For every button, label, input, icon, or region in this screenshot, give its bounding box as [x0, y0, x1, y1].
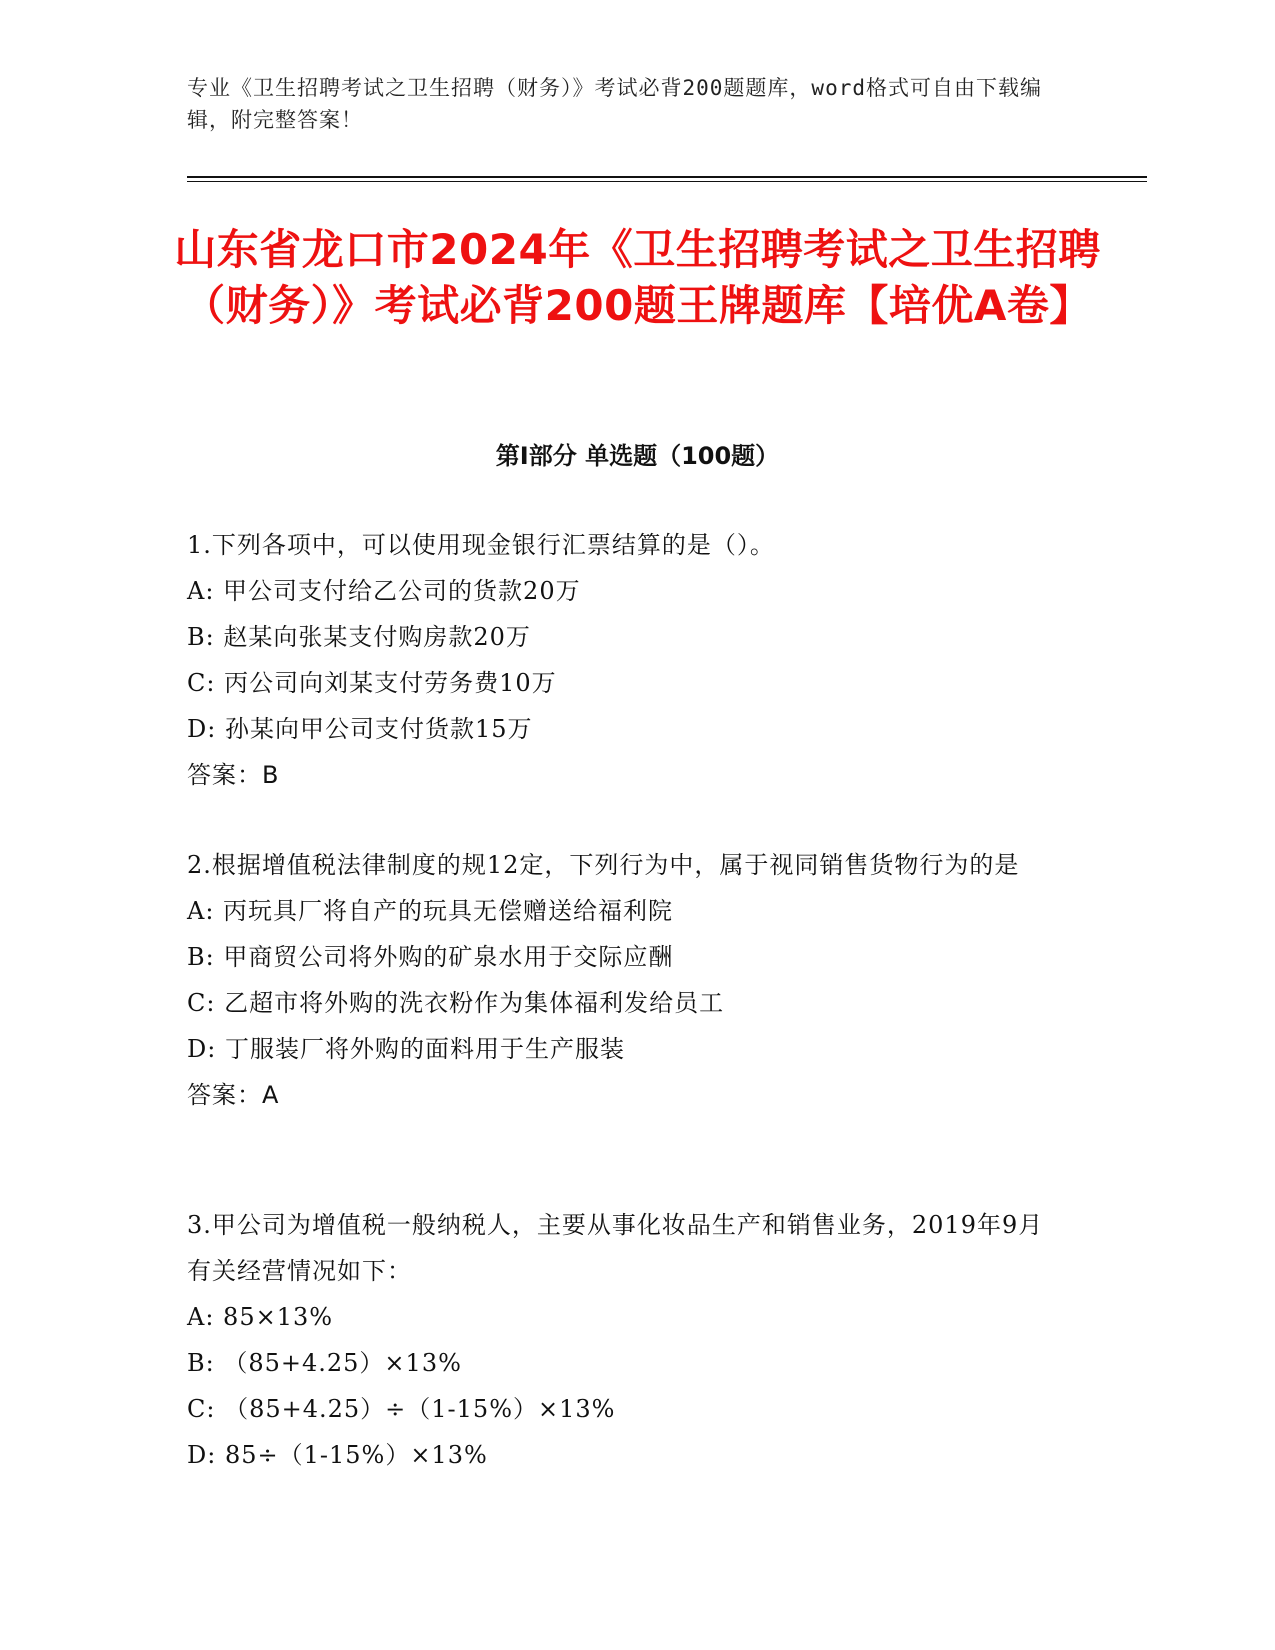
- option-c: C: 丙公司向刘某支付劳务费10万: [187, 669, 557, 697]
- option-d: D: 85÷（1-15%）×13%: [187, 1441, 488, 1469]
- question-block: [187, 522, 1067, 798]
- question-stem: 1.下列各项中，可以使用现金银行汇票结算的是（）。: [187, 531, 775, 559]
- option-c: C: 乙超市将外购的洗衣粉作为集体福利发给员工: [187, 989, 725, 1017]
- option-b: B: 甲商贸公司将外购的矿泉水用于交际应酬: [187, 943, 674, 971]
- option-d: D: 孙某向甲公司支付货款15万: [187, 715, 533, 743]
- section-title: 第I部分 单选题（100题）: [495, 442, 780, 470]
- option-c: C: （85+4.25）÷（1-15%）×13%: [187, 1395, 616, 1423]
- question-block: [187, 1202, 1067, 1478]
- option-a: A: 甲公司支付给乙公司的货款20万: [187, 577, 581, 605]
- question-stem: 2.根据增值税法律制度的规12定，下列行为中，属于视同销售货物行为的是: [187, 851, 1020, 879]
- option-d: D: 丁服装厂将外购的面料用于生产服装: [187, 1035, 625, 1063]
- option-a: A: 丙玩具厂将自产的玩具无偿赠送给福利院: [187, 897, 674, 925]
- document-title: 山东省龙口市2024年《卫生招聘考试之卫生招聘（财务）》考试必背200题王牌题库【培优A卷】: [174, 225, 1101, 330]
- answer: 答案：A: [187, 1081, 280, 1109]
- answer: 答案：B: [187, 761, 280, 789]
- header-divider-thick: [187, 176, 1147, 178]
- option-a: A: 85×13%: [187, 1303, 334, 1331]
- question-block: [187, 842, 1067, 1118]
- option-b: B: 赵某向张某支付购房款20万: [187, 623, 531, 651]
- question-stem: 3.甲公司为增值税一般纳税人，主要从事化妆品生产和销售业务，2019年9月有关经营情况如下：: [187, 1211, 1044, 1285]
- header-divider-thin: [187, 181, 1147, 182]
- option-b: B: （85+4.25）×13%: [187, 1349, 462, 1377]
- header-note: 专业《卫生招聘考试之卫生招聘（财务）》考试必背200题题库，word格式可自由下载编辑，附完整答案！: [187, 76, 1042, 132]
